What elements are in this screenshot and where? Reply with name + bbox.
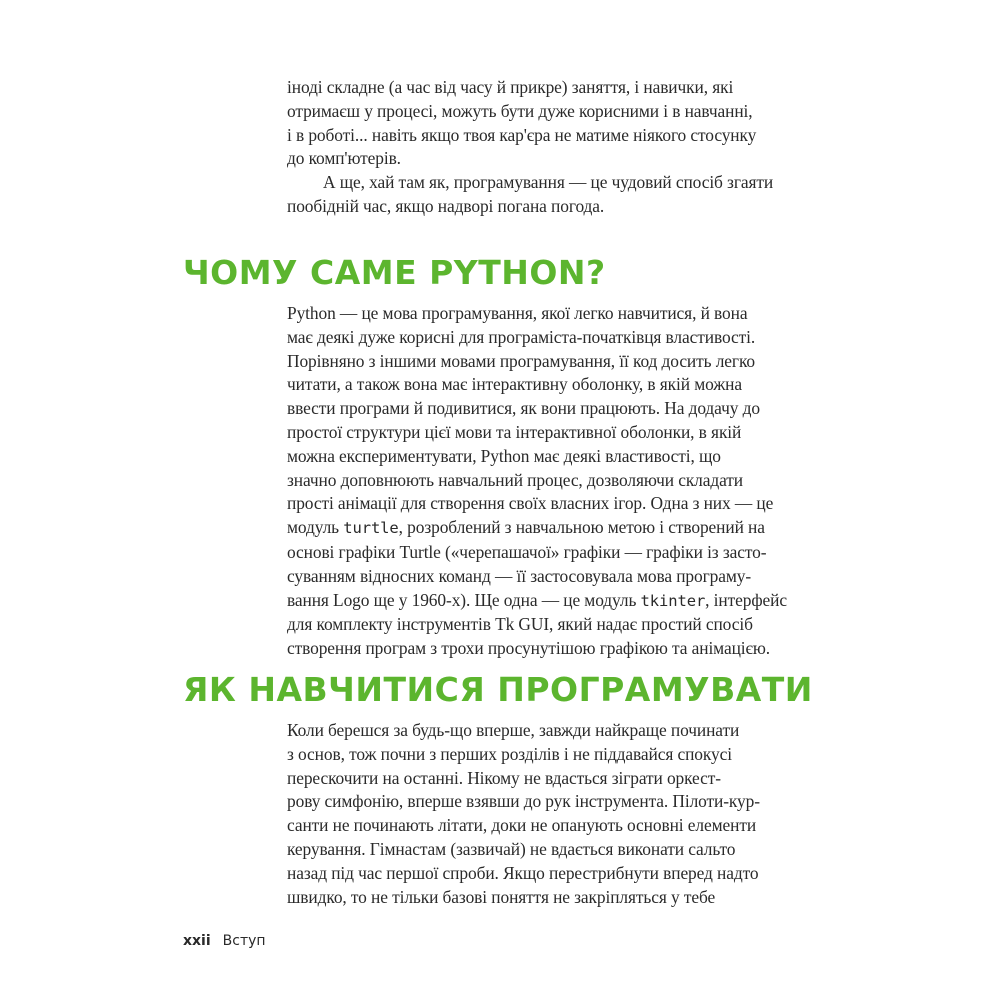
text-line: перескочити на останні. Нікому не вдасться зіграти оркест- [287, 767, 721, 788]
text-line: значно доповнюють навчальний процес, дозволяючи складати [287, 469, 743, 490]
section1-paragraph [287, 302, 807, 661]
page-number: xxii [183, 933, 211, 949]
text-line: отримаєш у процесі, можуть бути дуже корисними і в навчанні, [287, 100, 753, 121]
text-line: пообідній час, якщо надворі погана погода. [287, 195, 605, 216]
text-line [287, 589, 807, 614]
text-line: має деякі дуже корисні для програміста-початківця властивості. [287, 326, 756, 347]
text-line: основі графіки Turtle («черепашачої» графіки — графіки із засто- [287, 541, 767, 562]
text-line: Коли берешся за будь-що вперше, завжди найкраще починати [287, 720, 740, 740]
text-line: читати, а також вона має інтерактивну оболонку, в якій можна [287, 374, 743, 395]
code-tkinter: tkinter [640, 591, 706, 610]
text-line: для комплекту інструментів Tk GUI, який надає простий спосіб [287, 614, 753, 635]
text-line: Python — це мова програмування, якої легко навчитися, й вона [287, 303, 748, 323]
text-line: суванням відносних команд — її застосовувала мова програму- [287, 565, 752, 586]
intro-paragraph [287, 76, 807, 171]
text-line: назад під час першої спроби. Якщо перестрибнути вперед надто [287, 862, 759, 883]
intro-paragraph-2 [287, 171, 807, 219]
text-segment: , інтерфейс [705, 589, 787, 610]
section-heading-how-to-learn: ЯК НАВЧИТИСЯ ПРОГРАМУВАТИ [183, 670, 813, 709]
text-line: простої структури цієї мови та інтерактивної оболонки, в якій [287, 421, 742, 442]
section2-paragraph [287, 719, 807, 909]
text-line: рову симфонію, вперше взявши до рук інструмента. Пілоти-кур- [287, 791, 760, 812]
text-segment: модуль [287, 517, 344, 538]
text-line: керування. Гімнастам (зазвичай) не вдається виконати сальто [287, 838, 736, 859]
text-line: іноді складне (а час від часу й прикре) заняття, і навички, які [287, 77, 734, 97]
section-heading-why-python: ЧОМУ САМЕ PYTHON? [183, 253, 606, 292]
text-line: санти не починають літати, доки не опанують основні елементи [287, 815, 757, 836]
text-segment: вання Logo ще у 1960-х). Ще одна — це модуль [287, 589, 641, 610]
text-line: швидко, то не тільки базові поняття не закріпляться у тебе [287, 886, 716, 907]
text-line [287, 516, 807, 541]
running-section-title: Вступ [222, 933, 266, 949]
text-line: ввести програми й подивитися, як вони працюють. На додачу до [287, 398, 760, 419]
code-turtle: turtle [343, 519, 399, 538]
text-line: Порівняно з іншими мовами програмування, її код досить легко [287, 350, 756, 371]
page-footer [183, 932, 266, 950]
text-line: до комп'ютерів. [287, 148, 401, 169]
text-line: можна експериментувати, Python має деякі властивості, що [287, 445, 721, 466]
text-line: і в роботі... навіть якщо твоя кар'єра не матиме ніякого стосунку [287, 124, 757, 145]
text-segment: , розроблений з навчальною метою і створений на [398, 517, 765, 538]
text-line: з основ, тож почни з перших розділів і не піддавайся спокусі [287, 743, 732, 764]
text-line: створення програм з трохи просунутішою графікою та анімацією. [287, 638, 771, 659]
text-line: прості анімації для створення своїх власних ігор. Одна з них — це [287, 493, 774, 514]
text-line: А ще, хай там як, програмування — це чудовий спосіб згаяти [323, 172, 774, 192]
